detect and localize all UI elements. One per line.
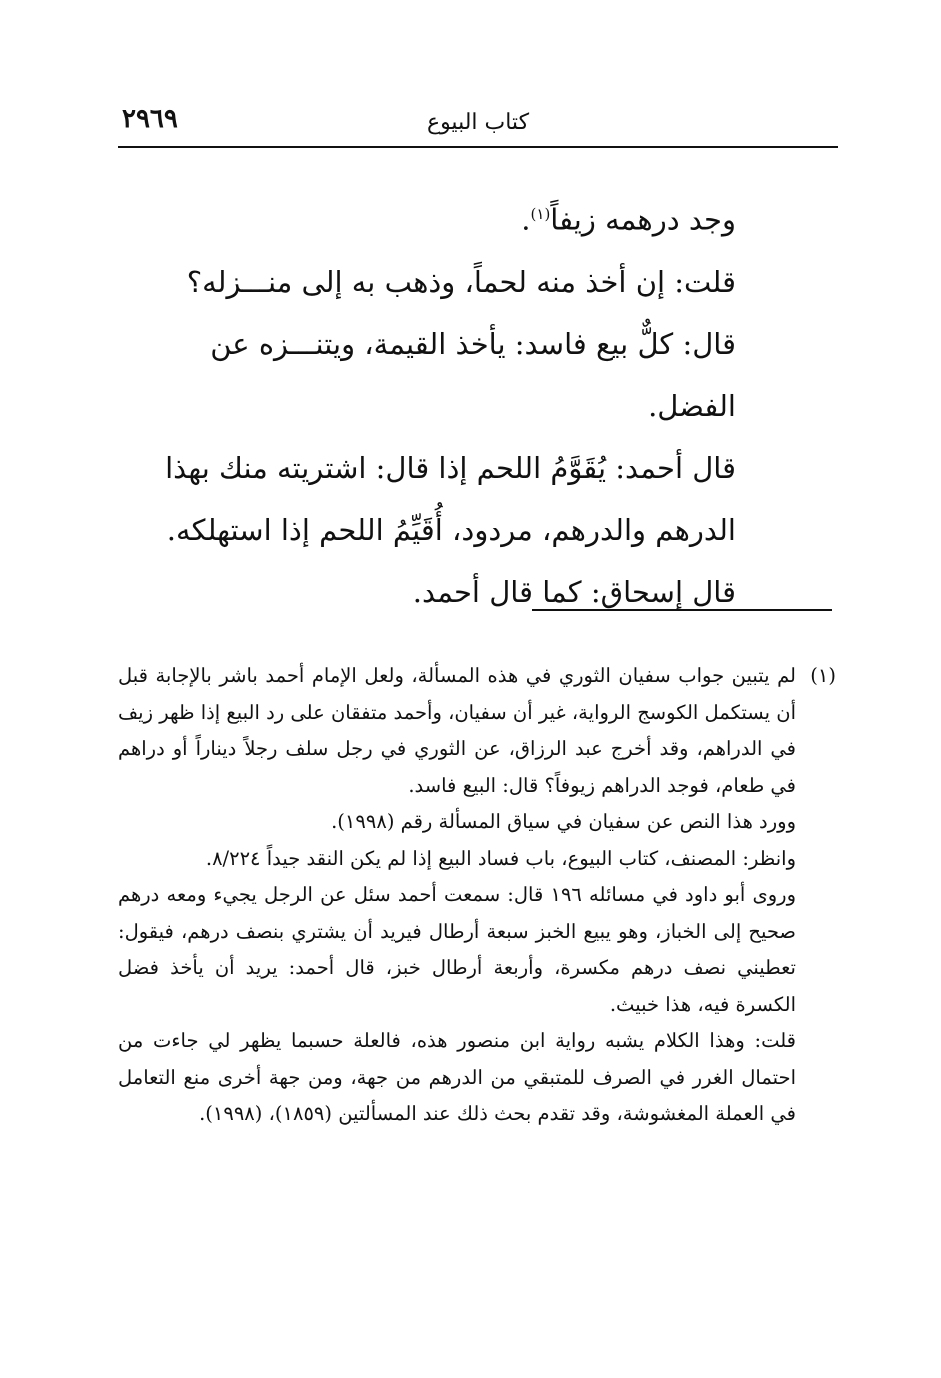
footnote-divider xyxy=(532,609,832,611)
footnote-number: (١) xyxy=(810,664,836,687)
text-line-content: وجد درهمه زيفاً xyxy=(550,202,736,237)
text-paragraph: قال أحمد: يُقَوَّمُ اللحم إذا قال: اشتريته منك بهذا الدرهم والدرهم، مردود، أُقَيِّمُ اللحم إذا استهلكه. xyxy=(165,450,736,547)
footnote-paragraph: وورد هذا النص عن سفيان في سياق المسألة رقم (١٩٩٨). xyxy=(331,810,796,833)
footnotes xyxy=(118,658,836,1133)
footnote-paragraph: وانظر: المصنف، كتاب البيوع، باب فساد البيع إذا لم يكن النقد جيداً ٨/٢٢٤. xyxy=(205,846,796,870)
footnote-1 xyxy=(118,658,836,1133)
footnote-marker: (١) xyxy=(530,205,551,223)
footnote-paragraph: قلت: وهذا الكلام يشبه رواية ابن منصور هذه، فالعلة حسبما يظهر لي جاءت من احتمال الغرر في الصرف للمتبقي من الدرهم من جهة، ومن جهة أخرى منع التعامل في العملة المغشوشة، وقد تقدم بحث ذلك عند المسألتين (١٨٥٩)، (١٩٩٨). xyxy=(118,1029,796,1125)
running-title: كتاب البيوع xyxy=(426,110,530,135)
footnote-paragraph: لم يتبين جواب سفيان الثوري في هذه المسألة، ولعل الإمام أحمد باشر بالإجابة قبل أن يستكمل الكوسج الرواية، غير أن سفيان، وأحمد متفقان على رد البيع إذا ظهر زيف في الدراهم، وقد أخرج عبد الرزاق، عن الثوري في رجل سلف رجلاً ديناراً أو دراهم في طعام، فوجد الدراهم زيوفاً؟ قال: البيع فاسد. xyxy=(118,664,796,797)
page-number: ٢٩٦٩ xyxy=(122,104,178,134)
text-line-end: . xyxy=(521,202,531,237)
text-line: قلت: إن أخذ منه لحماً، وذهب به إلى منـــزله؟ xyxy=(186,264,736,299)
main-text xyxy=(118,183,736,623)
footnote-paragraph: وروى أبو داود في مسائله ١٩٦ قال: سمعت أحمد سئل عن الرجل يجيء ومعه درهم صحيح إلى الخباز، وهو يبيع الخبز سبعة أرطال فيريد أن يشتري بنصف درهم، فيقول: تعطيني نصف درهم مكسرة، وأربعة أرطال خبز، قال أحمد: يريد أن يأخذ فضل الكسرة فيه، هذا خبيث. xyxy=(118,883,796,1016)
text-line: قال إسحاق: كما قال أحمد. xyxy=(412,574,736,609)
page-header xyxy=(118,100,838,148)
text-line: قال: كلٌّ بيع فاسد: يأخذ القيمة، ويتنـــزه عن الفضل. xyxy=(210,326,736,423)
text-line xyxy=(118,183,736,251)
